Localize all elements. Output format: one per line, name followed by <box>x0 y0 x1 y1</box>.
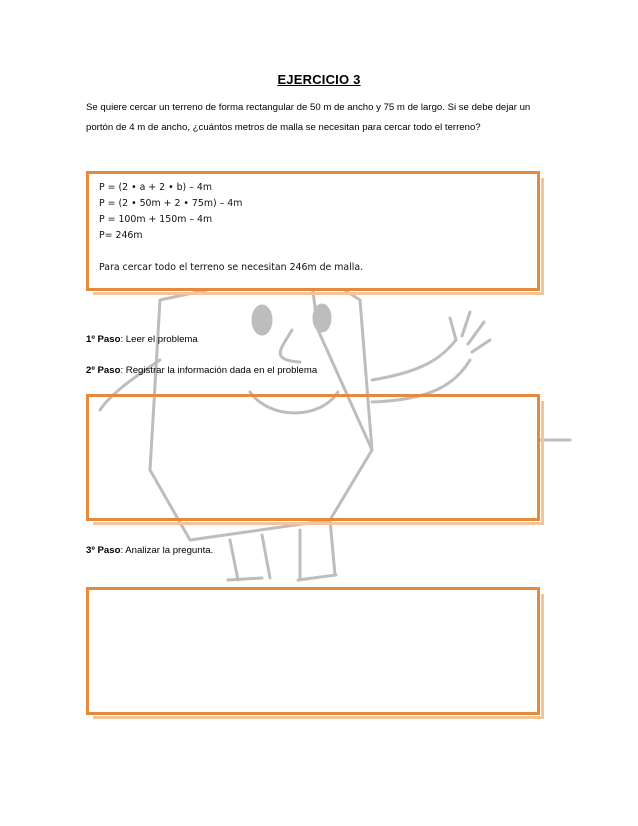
step-text: : Analizar la pregunta. <box>120 545 214 556</box>
step-1 <box>86 334 198 345</box>
step-number: 3º Paso <box>86 545 121 556</box>
formula-line: P = 100m + 150m – 4m <box>99 214 213 225</box>
formula-line: P = (2 • a + 2 • b) – 4m <box>99 182 212 193</box>
step-text: : Registrar la información dada en el problema <box>120 365 318 376</box>
step-2-answer-box <box>86 394 540 521</box>
formula-result: P= 246m <box>99 230 143 241</box>
formula-line: P = (2 • 50m + 2 • 75m) – 4m <box>99 198 243 209</box>
step-3-answer-box <box>86 587 540 715</box>
answer-box <box>86 171 540 291</box>
exercise-title: EJERCICIO 3 <box>277 72 361 87</box>
step-2 <box>86 365 317 376</box>
answer-conclusion: Para cercar todo el terreno se necesitan 246m de malla. <box>99 262 364 273</box>
step-number: 2º Paso <box>86 365 121 376</box>
step-text: : Leer el problema <box>120 334 198 345</box>
step-number: 1º Paso <box>86 334 121 345</box>
step-3 <box>86 545 213 556</box>
problem-statement: Se quiere cercar un terreno de forma rectangular de 50 m de ancho y 75 m de largo. Si se debe dejar un portón de 4 m de ancho, ¿cuántos metros de malla se necesitan para cercar todo el terreno? <box>86 102 531 133</box>
